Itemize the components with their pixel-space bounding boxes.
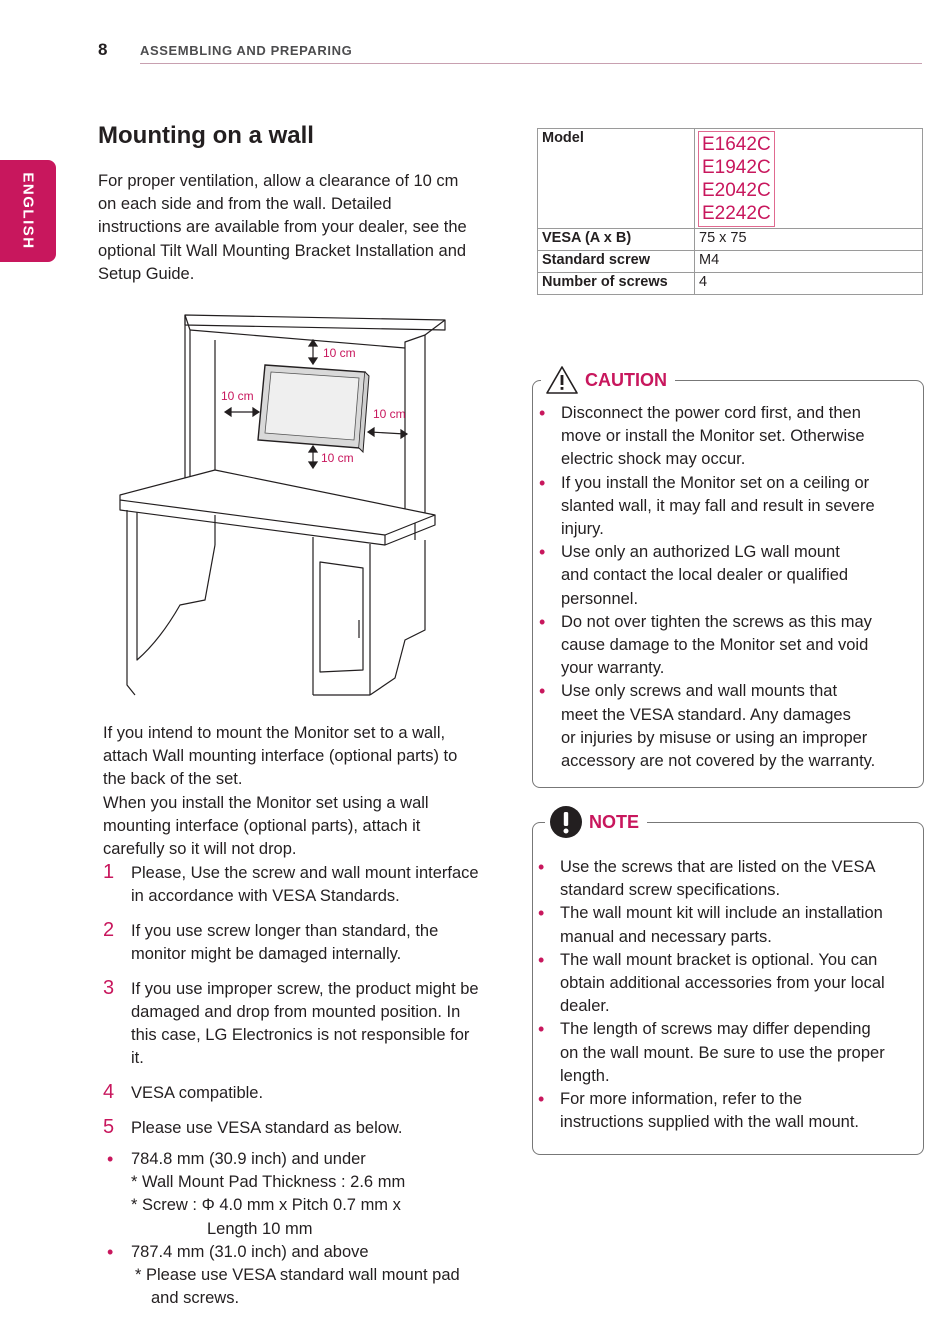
intro-paragraph: For proper ventilation, allow a clearance of 10 cm on each side and from the wall. Detailed instructions are available from your dealer, see the optional Tilt Wall Mounting Bracket Installation and Setup Guide. xyxy=(98,172,467,283)
table-row: Standard screw M4 xyxy=(538,251,923,273)
model-cell xyxy=(695,129,923,229)
bullet-icon: • xyxy=(538,903,545,924)
caution-box xyxy=(532,369,924,788)
vesa-item: • 787.4 mm (31.0 inch) and above xyxy=(103,1241,503,1264)
step-number: 4 xyxy=(103,1081,115,1103)
bullet-icon: • xyxy=(539,472,546,493)
table-row xyxy=(538,129,923,229)
step-number: 2 xyxy=(103,919,115,941)
page-heading: Mounting on a wall xyxy=(98,122,314,149)
exclamation-circle-icon xyxy=(549,805,583,839)
table-row: Number of screws 4 xyxy=(538,273,923,295)
bullet-icon: • xyxy=(539,611,546,632)
clearance-bottom-label: 10 cm xyxy=(321,451,354,465)
vesa-item: • 784.8 mm (30.9 inch) and under xyxy=(103,1148,503,1171)
steps-list xyxy=(103,862,498,1152)
bullet-icon: • xyxy=(538,857,545,877)
step-item: 3 If you use improper screw, the product might be damaged and drop from mounted position. In this case, LG Electronics is not responsible for it. xyxy=(103,977,479,1067)
page-number: 8 xyxy=(98,40,108,59)
list-item: • If you install the Monitor set on a ceiling or slanted wall, it may fall and result in severe injury. xyxy=(539,472,875,539)
bullet-icon: • xyxy=(538,1089,545,1110)
list-item: • Do not over tighten the screws as this may cause damage to the Monitor set and void your warranty. xyxy=(539,611,872,678)
bullet-icon: • xyxy=(538,949,545,970)
list-item: • The wall mount kit will include an installation manual and necessary parts. xyxy=(538,903,883,946)
wall-mount-illustration xyxy=(115,300,455,705)
bullet-icon: • xyxy=(538,1019,545,1040)
language-tab xyxy=(0,160,56,262)
model-list: E1642C E1942C E2042C E2242C xyxy=(698,131,775,227)
bullet-icon: • xyxy=(107,1241,114,1262)
section-title: ASSEMBLING AND PREPARING xyxy=(140,43,353,58)
list-item: • Use only screws and wall mounts that meet the VESA standard. Any damages or injuries by misuse or using an improper accessory are not covered by the warranty. xyxy=(539,681,876,771)
note-header xyxy=(545,805,647,839)
step-number: 5 xyxy=(103,1116,115,1138)
caution-header xyxy=(541,365,675,395)
note-box xyxy=(532,811,924,1155)
vesa-list: • 784.8 mm (30.9 inch) and under * Wall Mount Pad Thickness : 2.6 mm * Screw : Φ 4.0 mm x Pitch 0.7 mm x Length 10 mm • 787.4 mm (31.0 inch) and above * Please use VESA standard wall mount pad and screws. xyxy=(103,1148,503,1310)
language-tab-label: ENGLISH xyxy=(19,172,37,250)
list-item: • Disconnect the power cord first, and then move or install the Monitor set. Otherwise electric shock may occur. xyxy=(539,403,865,469)
list-item: • Use the screws that are listed on the VESA standard screw specifications. xyxy=(538,857,876,900)
bullet-icon: • xyxy=(539,403,546,423)
vesa-spec-table xyxy=(537,128,923,295)
step-number: 1 xyxy=(103,861,115,883)
mounting-paragraph: If you intend to mount the Monitor set to a wall, attach Wall mounting interface (optional parts) to the back of the set. When you install the Monitor set using a wall mounting interface (optional parts), attach it carefully so it will not drop. xyxy=(103,724,458,859)
step-item: 4 VESA compatible. xyxy=(103,1081,264,1103)
header-rule xyxy=(140,63,922,64)
model-label: Model xyxy=(538,129,695,229)
step-item: 1 Please, Use the screw and wall mount interface in accordance with VESA Standards. xyxy=(103,861,479,905)
note-label: NOTE xyxy=(589,811,640,832)
step-number: 3 xyxy=(103,977,115,999)
bullet-icon: • xyxy=(539,681,546,702)
step-item: 2 If you use screw longer than standard, the monitor might be damaged internally. xyxy=(103,919,439,963)
warning-triangle-icon xyxy=(545,365,579,395)
list-item: • Use only an authorized LG wall mount and contact the local dealer or qualified personnel. xyxy=(539,542,849,608)
list-item: • The length of screws may differ depending on the wall mount. Be sure to use the proper length. xyxy=(538,1019,885,1085)
caution-label: CAUTION xyxy=(585,369,667,390)
clearance-left-label: 10 cm xyxy=(221,389,254,403)
bullet-icon: • xyxy=(107,1149,114,1169)
bullet-icon: • xyxy=(539,542,546,563)
clearance-top-label: 10 cm xyxy=(323,346,356,360)
caution-list xyxy=(535,402,915,773)
note-list xyxy=(534,856,914,1134)
step-item: 5 Please use VESA standard as below. xyxy=(103,1116,403,1138)
table-row: VESA (A x B) 75 x 75 xyxy=(538,229,923,251)
list-item: • The wall mount bracket is optional. You can obtain additional accessories from your local dealer. xyxy=(538,949,885,1016)
list-item: • For more information, refer to the instructions supplied with the wall mount. xyxy=(538,1089,859,1132)
clearance-right-label: 10 cm xyxy=(373,407,406,421)
